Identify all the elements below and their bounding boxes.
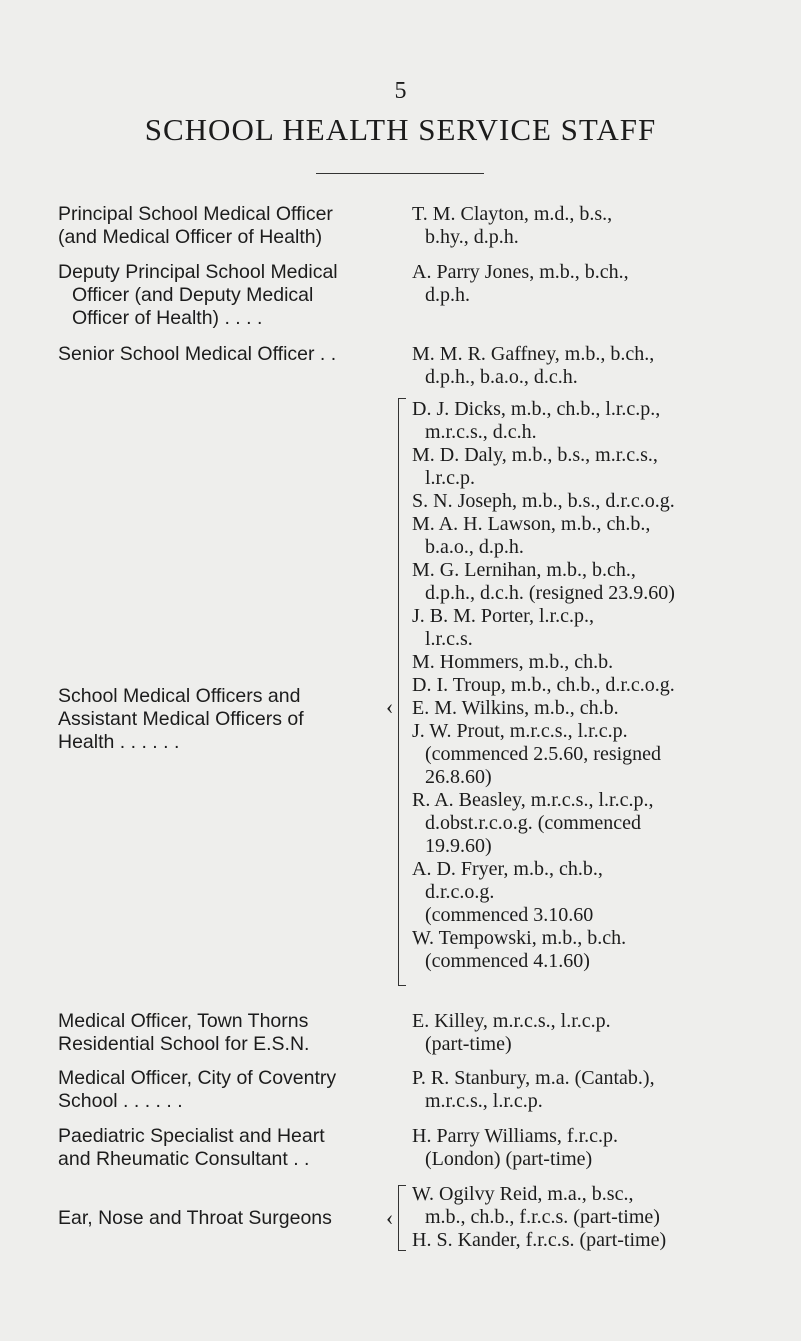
- role-coventry-school: [58, 1067, 378, 1113]
- role-ent-surgeons: [58, 1207, 378, 1230]
- staff-ent-surgeons: [412, 1183, 787, 1252]
- staff-line: H. S. Kander, f.r.c.s. (part-time): [412, 1229, 667, 1251]
- staff-line: (London) (part-time): [425, 1148, 593, 1170]
- staff-line: (commenced 4.1.60): [425, 950, 590, 972]
- role-line: Paediatric Specialist and Heart: [58, 1125, 325, 1147]
- role-principal-smo: [58, 203, 378, 249]
- role-school-medical-officers: [58, 685, 378, 754]
- staff-paediatric-specialist: [412, 1125, 787, 1171]
- staff-line: l.r.c.p.: [425, 467, 475, 489]
- staff-line: M. D. Daly, m.b., b.s., m.r.c.s.,: [412, 444, 658, 466]
- staff-line: J. B. M. Porter, l.r.c.p.,: [412, 605, 594, 627]
- staff-line: m.b., ch.b., f.r.c.s. (part-time): [425, 1206, 660, 1228]
- staff-line: d.obst.r.c.o.g. (commenced: [425, 812, 642, 834]
- role-line: Assistant Medical Officers of: [58, 708, 304, 730]
- staff-coventry-school: [412, 1067, 787, 1113]
- staff-line: d.r.c.o.g.: [425, 881, 495, 903]
- staff-line: S. N. Joseph, m.b., b.s., d.r.c.o.g.: [412, 490, 675, 512]
- staff-line: m.r.c.s., d.c.h.: [425, 421, 537, 443]
- staff-line: M. M. R. Gaffney, m.b., b.ch.,: [412, 343, 655, 365]
- title-divider: [316, 173, 484, 174]
- staff-school-medical-officers: [412, 398, 787, 973]
- staff-line: H. Parry Williams, f.r.c.p.: [412, 1125, 619, 1147]
- role-line: Deputy Principal School Medical: [58, 261, 338, 283]
- role-senior-smo: [58, 343, 378, 366]
- bracket-ent-surgeons: [398, 1185, 406, 1251]
- staff-line: W. Tempowski, m.b., b.ch.: [412, 927, 627, 949]
- staff-line: D. J. Dicks, m.b., ch.b., l.r.c.p.,: [412, 398, 661, 420]
- role-line: Officer (and Deputy Medical: [72, 284, 314, 306]
- bracket-school-medical-officers: [398, 398, 406, 986]
- staff-line: m.r.c.s., l.r.c.p.: [425, 1090, 543, 1112]
- staff-line: M. A. H. Lawson, m.b., ch.b.,: [412, 513, 651, 535]
- role-line: Senior School Medical Officer . .: [58, 343, 337, 365]
- staff-line: M. Hommers, m.b., ch.b.: [412, 651, 614, 673]
- staff-line: (commenced 2.5.60, resigned: [425, 743, 662, 765]
- staff-line: P. R. Stanbury, m.a. (Cantab.),: [412, 1067, 655, 1089]
- role-line: Principal School Medical Officer: [58, 203, 333, 225]
- staff-line: A. Parry Jones, m.b., b.ch.,: [412, 261, 629, 283]
- staff-town-thorns: [412, 1010, 787, 1056]
- role-line: and Rheumatic Consultant . .: [58, 1148, 310, 1170]
- staff-line: d.p.h.: [425, 284, 470, 306]
- bracket-point: ‹: [386, 694, 394, 719]
- staff-line: d.p.h., b.a.o., d.c.h.: [425, 366, 578, 388]
- staff-senior-smo: [412, 343, 787, 389]
- role-line: Officer of Health) . . . .: [72, 307, 263, 329]
- staff-line: E. M. Wilkins, m.b., ch.b.: [412, 697, 619, 719]
- role-line: Residential School for E.S.N.: [58, 1033, 310, 1055]
- role-line: Ear, Nose and Throat Surgeons: [58, 1207, 332, 1229]
- staff-line: E. Killey, m.r.c.s., l.r.c.p.: [412, 1010, 611, 1032]
- role-deputy-principal-smo: [58, 261, 378, 330]
- staff-line: (part-time): [425, 1033, 512, 1055]
- staff-line: M. G. Lernihan, m.b., b.ch.,: [412, 559, 636, 581]
- staff-line: J. W. Prout, m.r.c.s., l.r.c.p.: [412, 720, 628, 742]
- staff-line: T. M. Clayton, m.d., b.s.,: [412, 203, 613, 225]
- role-line: School Medical Officers and: [58, 685, 301, 707]
- bracket-point: ‹: [386, 1205, 394, 1230]
- page-number: 5: [394, 78, 407, 104]
- role-line: Medical Officer, Town Thorns: [58, 1010, 309, 1032]
- role-line: Health . . . . . .: [58, 731, 180, 753]
- page-title: SCHOOL HEALTH SERVICE STAFF: [144, 112, 657, 147]
- role-paediatric-specialist: [58, 1125, 378, 1171]
- staff-line: b.a.o., d.p.h.: [425, 536, 524, 558]
- role-line: School . . . . . .: [58, 1090, 183, 1112]
- role-line: Medical Officer, City of Coventry: [58, 1067, 337, 1089]
- staff-line: R. A. Beasley, m.r.c.s., l.r.c.p.,: [412, 789, 654, 811]
- role-line: (and Medical Officer of Health): [58, 226, 323, 248]
- staff-line: b.hy., d.p.h.: [425, 226, 519, 248]
- staff-line: D. I. Troup, m.b., ch.b., d.r.c.o.g.: [412, 674, 675, 696]
- staff-line: W. Ogilvy Reid, m.a., b.sc.,: [412, 1183, 634, 1205]
- staff-principal-smo: [412, 203, 787, 249]
- staff-line: d.p.h., d.c.h. (resigned 23.9.60): [425, 582, 675, 604]
- staff-line: A. D. Fryer, m.b., ch.b.,: [412, 858, 603, 880]
- staff-line: 26.8.60): [425, 766, 492, 788]
- staff-deputy-principal-smo: [412, 261, 787, 307]
- role-town-thorns: [58, 1010, 378, 1056]
- staff-line: l.r.c.s.: [425, 628, 473, 650]
- staff-line: (commenced 3.10.60: [425, 904, 594, 926]
- staff-line: 19.9.60): [425, 835, 492, 857]
